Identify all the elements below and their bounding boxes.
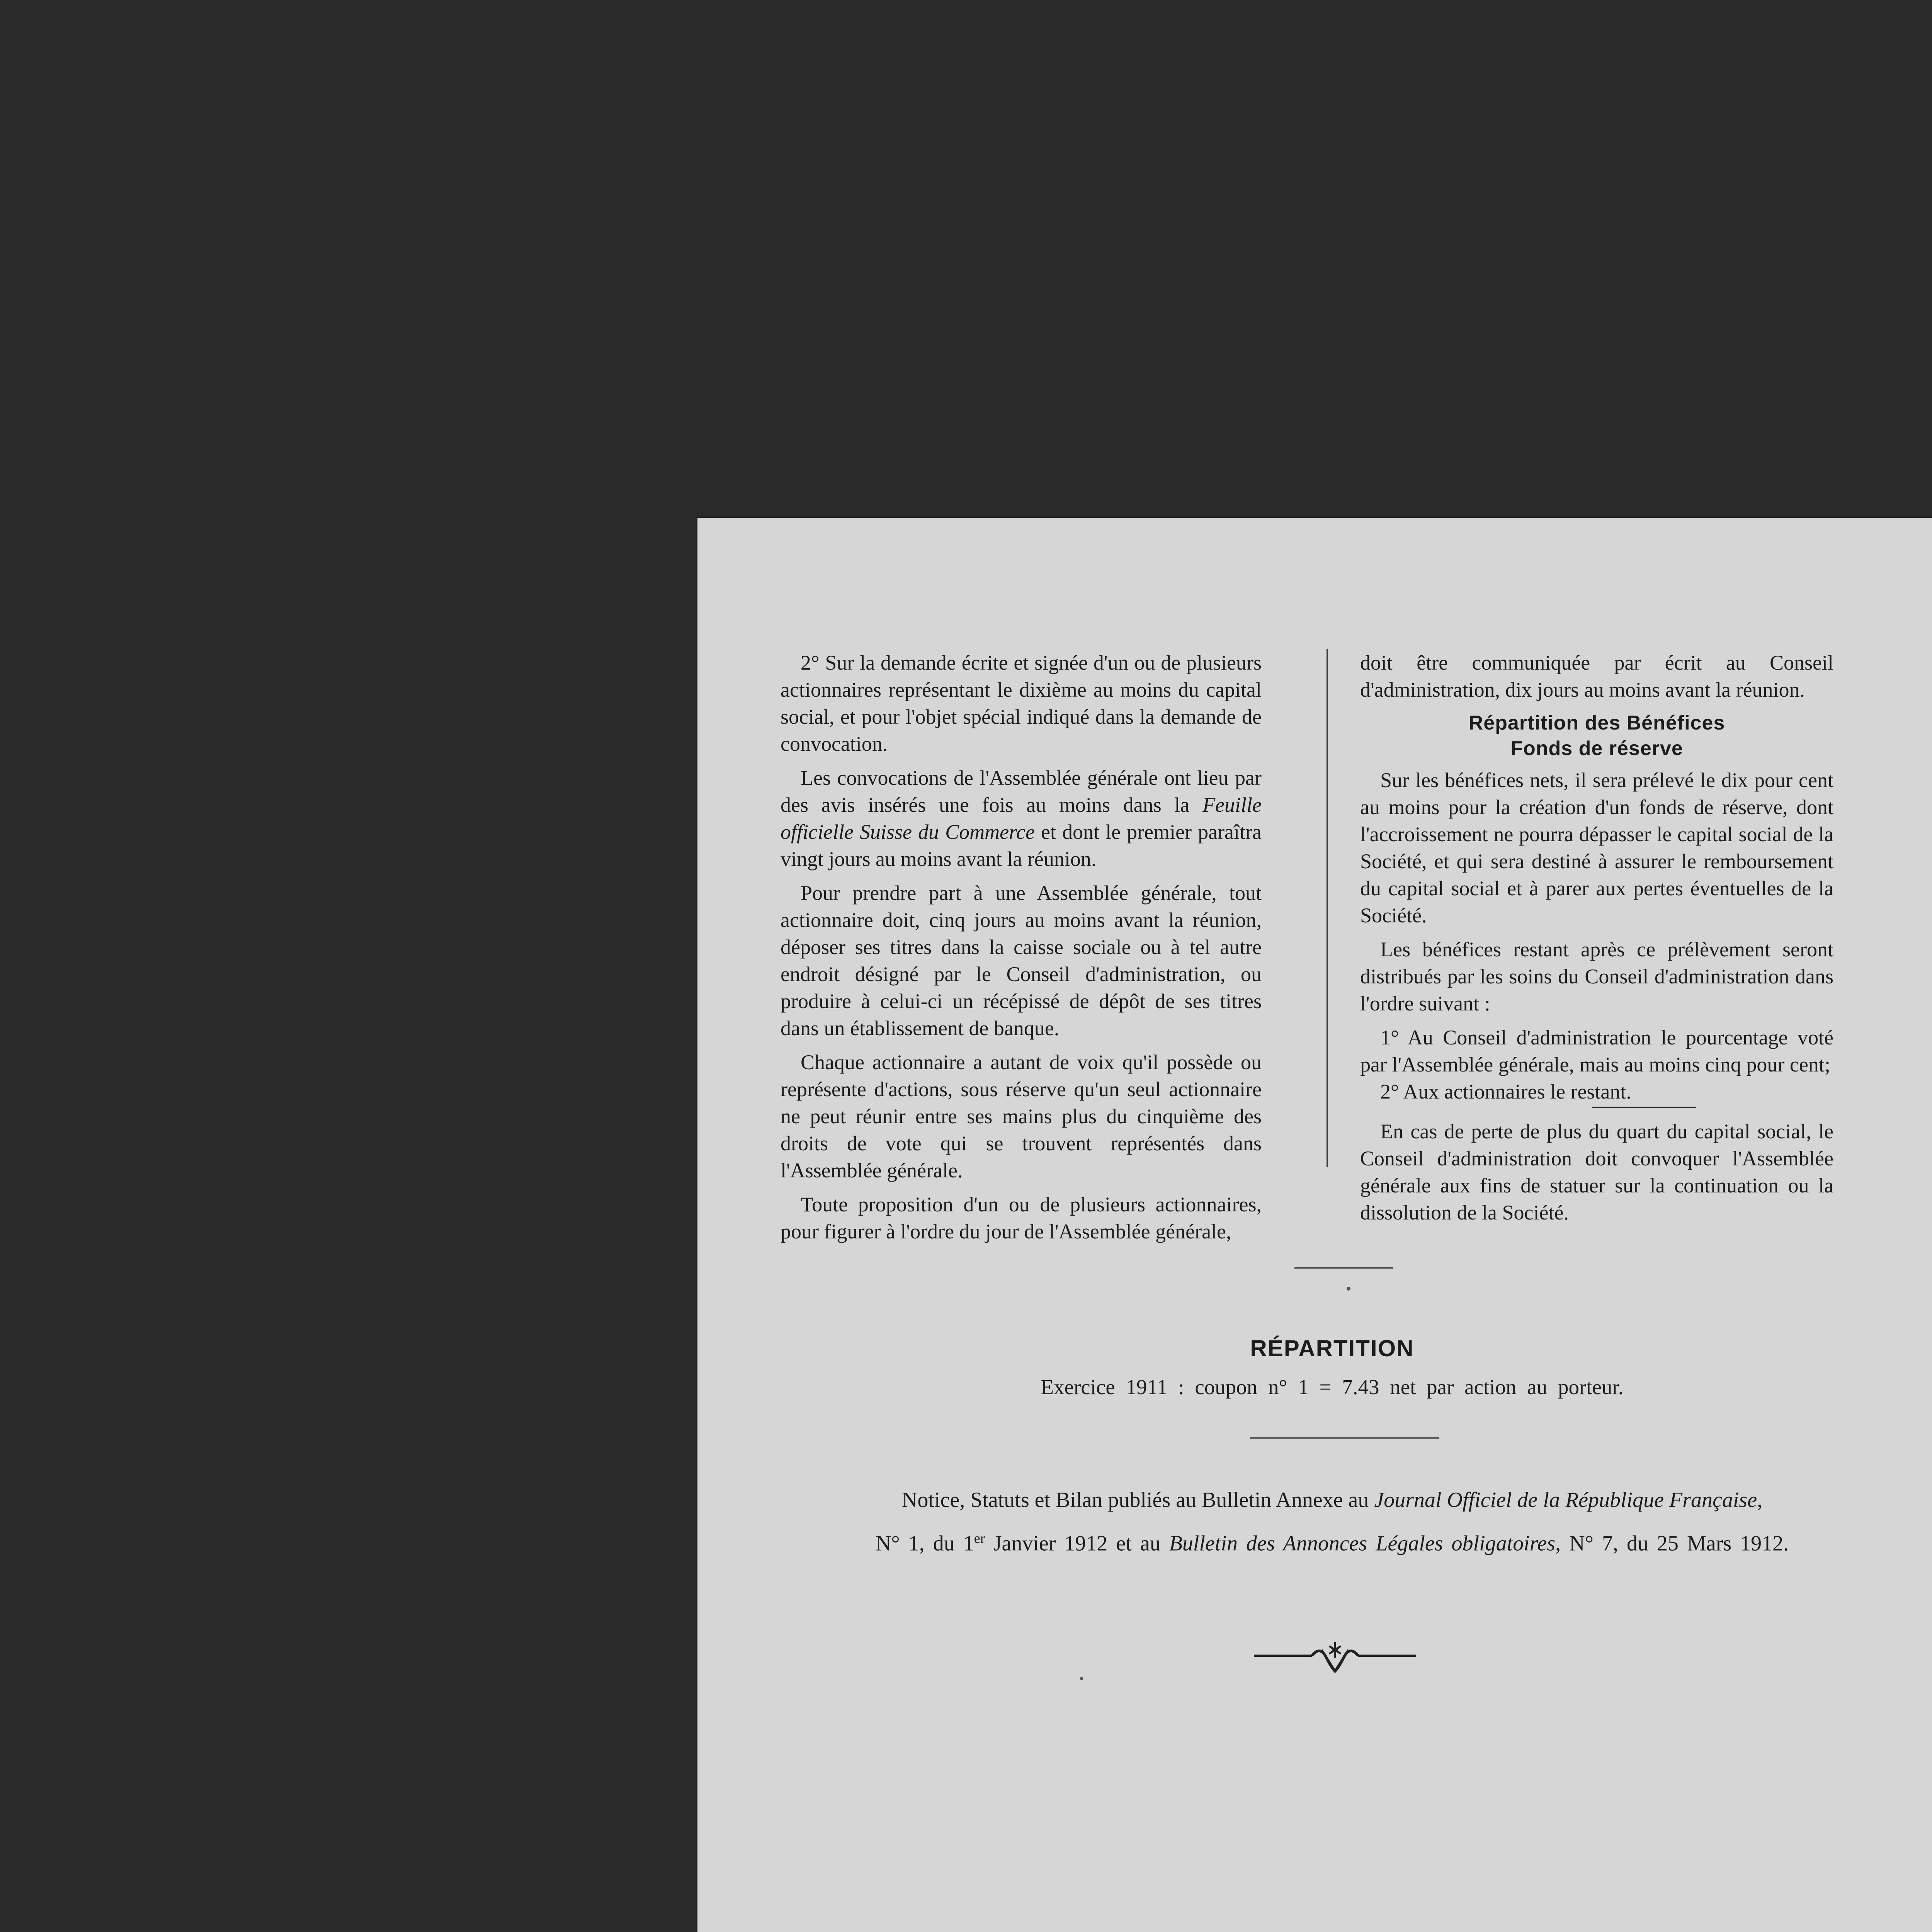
notice-line-1 [697,1488,1932,1512]
right-list-item-1: 1° Au Conseil d'administration le pourcentage voté par l'Assemblée générale, mais au moins cinq pour cent; [1360,1026,1833,1076]
document-page [697,518,1932,1932]
notice-line-1-italic: Journal Officiel de la République Française [1374,1488,1757,1512]
divider-rule-2 [1250,1437,1439,1439]
right-column [1360,649,1833,1233]
short-divider [1592,1107,1696,1108]
left-paragraph-4: Chaque actionnaire a autant de voix qu'il possède ou représente d'actions, sous réserve qu'un seul actionnaire ne peut réunir entre ses mains plus du cinquième des droits de vote qui se trouvent représentés dans l'Assemblée générale. [781,1051,1262,1182]
notice-line-2 [697,1530,1932,1556]
left-paragraph-2 [781,764,1262,872]
divider-rule-1 [1294,1267,1393,1269]
notice-line-2-italic: Bulletin des Annonces Légales obligatoires [1169,1531,1556,1556]
notice-line-1-a: Notice, Statuts et Bilan publiés au Bulletin Annexe au [901,1488,1374,1512]
left-paragraph-1: 2° Sur la demande écrite et signée d'un ou de plusieurs actionnaires représentant le dixième au moins du capital social, et pour l'objet spécial indiqué dans la demande de convocation. [781,651,1262,755]
column-divider [1327,649,1328,1167]
section-heading-line-1: Répartition des Bénéfices [1468,712,1725,734]
notice-line-2-sup: er [974,1531,985,1546]
notice-line-2-a: N° 1, du 1 [875,1531,974,1556]
ink-dot [1080,1677,1083,1680]
right-list-item-2: 2° Aux actionnaires le restant. [1380,1080,1631,1103]
notice-line-2-c: , N° 7, du 25 Mars 1912. [1555,1531,1789,1556]
printer-ornament-icon [1254,1634,1416,1677]
left-paragraph-2-text-b: et dont le premier paraîtra vingt jours au moins avant la réunion. [781,820,1262,871]
left-paragraph-2-text-a: Les convocations de l'Assemblée générale ont lieu par des avis insérés une fois au moins dans la [781,766,1262,816]
repartition-title: RÉPARTITION [1250,1335,1414,1361]
section-heading-line-2: Fonds de réserve [1510,737,1683,760]
right-paragraph-0: doit être communiquée par écrit au Conseil d'administration, dix jours au moins avant la réunion. [1360,651,1833,701]
right-paragraph-3: En cas de perte de plus du quart du capital social, le Conseil d'administration doit convoquer l'Assemblée générale aux fins de statuer sur la continuation ou la dissolution de la Société. [1360,1120,1833,1224]
section-heading [1360,710,1833,761]
left-paragraph-3: Pour prendre part à une Assemblée générale, tout actionnaire doit, cinq jours au moins avant la réunion, déposer ses titres dans la caisse sociale ou à tel autre endroit désigné par le Conseil d'administration, ou produire à celui-ci un récépissé de dépôt de ses titres dans un établissement de banque. [781,881,1262,1040]
notice-line-2-b: Janvier 1912 et au [985,1531,1169,1556]
left-paragraph-5: Toute proposition d'un ou de plusieurs actionnaires, pour figurer à l'ordre du jour de l'Assemblée générale, [781,1193,1262,1243]
right-paragraph-1: Sur les bénéfices nets, il sera prélevé le dix pour cent au moins pour la création d'un fonds de réserve, dont l'accroissement ne pourra dépasser le capital social de la Société, et qui sera destiné à assurer le remboursement du capital social et à parer aux pertes éventuelles de la Société. [1360,769,1833,927]
ink-dot [1347,1287,1350,1291]
notice-line-1-b: , [1757,1488,1763,1512]
repartition-line: Exercice 1911 : coupon n° 1 = 7.43 net par action au porteur. [1041,1375,1624,1399]
left-paragraph-2-italic: Feuille officielle Suisse du Commerce [781,793,1262,844]
right-paragraph-2: Les bénéfices restant après ce prélèvement seront distribués par les soins du Conseil d'administration dans l'ordre suivant : [1360,938,1833,1015]
left-column [781,649,1262,1252]
